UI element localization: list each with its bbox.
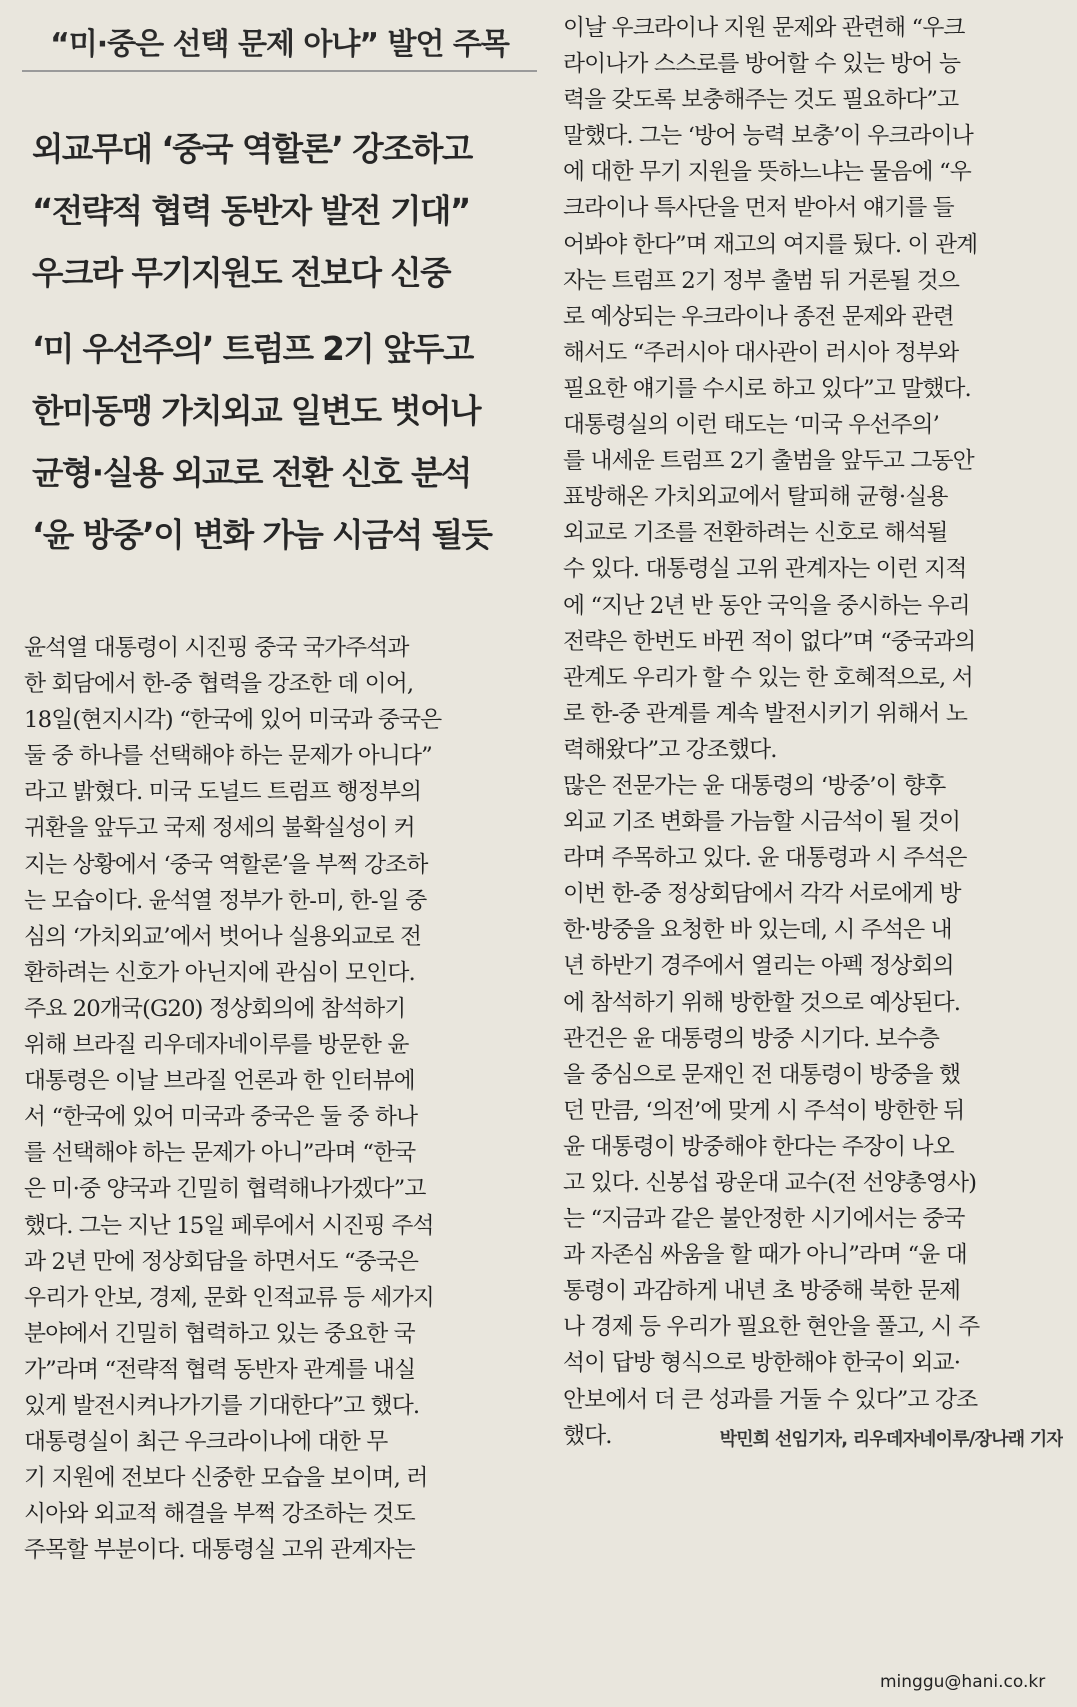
subhead-line: “전략적 협력 동반자 발전 기대” (32, 192, 470, 230)
body-line: 주목할 부분이다. 대통령실 고위 관계자는 (24, 1537, 415, 1564)
body-line: 필요한 얘기를 수시로 하고 있다”고 말했다. (563, 375, 971, 402)
body-line: 외교 기조 변화를 가늠할 시금석이 될 것이 (563, 809, 961, 836)
body-line: 수 있다. 대통령실 고위 관계자는 이런 지적 (563, 556, 967, 583)
body-line: 대통령은 이날 브라질 언론과 한 인터뷰에 (24, 1068, 415, 1095)
body-line: 에 대한 무기 지원을 뜻하느냐는 물음에 “우 (563, 159, 971, 186)
subhead-block-1 (32, 118, 532, 304)
body-line: 과 자존심 싸움을 할 때가 아니”라며 “윤 대 (563, 1242, 967, 1269)
byline: 박민희 선임기자, 리우데자네이루/장나래 기자 (719, 1428, 1063, 1450)
body-line: 석이 답방 형식으로 방한해야 한국이 외교· (563, 1350, 961, 1377)
body-line: 로 예상되는 우크라이나 종전 문제와 관련 (563, 303, 954, 330)
body-line: 18일(현지시각) “한국에 있어 미국과 중국은 (24, 707, 442, 734)
body-line: 를 내세운 트럼프 2기 출범을 앞두고 그동안 (563, 448, 974, 475)
kicker: “미·중은 선택 문제 아냐” 발언 주목 (50, 27, 509, 62)
body-line: 시아와 외교적 해결을 부쩍 강조하는 것도 (24, 1501, 415, 1528)
body-line: 에 “지난 2년 반 동안 국익을 중시하는 우리 (563, 592, 970, 619)
body-line: 관건은 윤 대통령의 방중 시기다. 보수층 (563, 1025, 940, 1052)
body-line: 윤 대통령이 방중해야 한다는 주장이 나오 (563, 1133, 954, 1160)
body-line: 던 만큼, ‘의전’에 맞게 시 주석이 방한한 뒤 (563, 1097, 965, 1124)
body-line: 한·방중을 요청한 바 있는데, 시 주석은 내 (563, 917, 952, 944)
body-line: 많은 전문가는 윤 대통령의 ‘방중’이 향후 (563, 772, 946, 799)
body-line: 과 2년 만에 정상회담을 하면서도 “중국은 (24, 1248, 419, 1275)
body-line: 자는 트럼프 2기 정부 출범 뒤 거론될 것으 (563, 267, 959, 294)
body-column-right (563, 10, 1063, 1454)
body-line: 로 한-중 관계를 계속 발전시키기 위해서 노 (563, 700, 967, 727)
body-line: 했다. 그는 지난 15일 페루에서 시진핑 주석 (24, 1212, 434, 1239)
body-line: 윤석열 대통령이 시진핑 중국 국가주석과 (24, 635, 409, 661)
body-line: 지는 상황에서 ‘중국 역할론’을 부쩍 강조하 (24, 851, 428, 878)
body-line: 관계도 우리가 할 수 있는 한 호혜적으로, 서 (563, 664, 973, 691)
body-line: 대통령실이 최근 우크라이나에 대한 무 (24, 1429, 388, 1456)
subhead-line: 한미동맹 가치외교 일변도 벗어나 (32, 392, 480, 430)
closing-row (563, 1418, 1063, 1454)
body-line: 말했다. 그는 ‘방어 능력 보충’이 우크라이나 (563, 123, 973, 150)
body-line: 를 선택해야 하는 문제가 아니”라며 “한국 (24, 1140, 416, 1167)
body-line: 해서도 “주러시아 대사관이 러시아 정부와 (563, 339, 959, 366)
body-line: 라이나가 스스로를 방어할 수 있는 방어 능 (563, 51, 961, 78)
body-line: 했다. (563, 1422, 612, 1449)
subhead-block-2 (32, 318, 532, 566)
body-line: 크라이나 특사단을 먼저 받아서 얘기를 들 (563, 195, 954, 222)
kicker-bar (22, 12, 537, 72)
body-line: 년 하반기 경주에서 열리는 아펙 정상회의 (563, 953, 954, 980)
body-line: 분야에서 긴밀히 협력하고 있는 중요한 국 (24, 1320, 415, 1347)
body-line: 환하려는 신호가 아닌지에 관심이 모인다. (24, 959, 415, 986)
body-line: 전략은 한번도 바뀐 적이 없다”며 “중국과의 (563, 628, 976, 655)
body-line: 표방해온 가치외교에서 탈피해 균형·실용 (563, 484, 948, 511)
body-line: 에 참석하기 위해 방한할 것으로 예상된다. (563, 989, 961, 1016)
body-line: 는 “지금과 같은 불안정한 시기에서는 중국 (563, 1206, 965, 1233)
body-line: 을 중심으로 문재인 전 대통령이 방중을 했 (563, 1061, 961, 1088)
body-line: 력해왔다”고 강조했다. (563, 736, 777, 763)
body-line: 기 지원에 전보다 신중한 모습을 보이며, 러 (24, 1465, 428, 1492)
body-line: 위해 브라질 리우데자네이루를 방문한 윤 (24, 1032, 409, 1059)
reporter-email: minggu@hani.co.kr (880, 1672, 1046, 1692)
body-line: 둘 중 하나를 선택해야 하는 문제가 아니다” (24, 743, 432, 770)
body-line: 라고 밝혔다. 미국 도널드 트럼프 행정부의 (24, 779, 422, 806)
body-line: 주요 20개국(G20) 정상회의에 참석하기 (24, 995, 406, 1022)
body-line: 한 회담에서 한-중 협력을 강조한 데 이어, (24, 671, 414, 698)
subhead-line: 균형·실용 외교로 전환 신호 분석 (32, 454, 471, 492)
body-line: 은 미·중 양국과 긴밀히 협력해나가겠다”고 (24, 1176, 426, 1203)
body-line: 외교로 기조를 전환하려는 신호로 해석될 (563, 520, 948, 547)
subhead-line: 우크라 무기지원도 전보다 신중 (32, 254, 451, 292)
subhead-line: ‘윤 방중’이 변화 가늠 시금석 될듯 (32, 516, 492, 554)
body-line: 가”라며 “전략적 협력 동반자 관계를 내실 (24, 1356, 416, 1383)
body-line: 우리가 안보, 경제, 문화 인적교류 등 세가지 (24, 1284, 434, 1311)
body-line: 력을 갖도록 보충해주는 것도 필요하다”고 (563, 87, 959, 114)
body-line: 대통령실의 이런 태도는 ‘미국 우선주의’ (563, 412, 940, 439)
subhead-line: ‘미 우선주의’ 트럼프 2기 앞두고 (32, 330, 473, 368)
body-line: 어봐야 한다”며 재고의 여지를 뒀다. 이 관계 (563, 231, 978, 258)
body-line: 고 있다. 신봉섭 광운대 교수(전 선양총영사) (563, 1170, 977, 1196)
body-line: 서 “한국에 있어 미국과 중국은 둘 중 하나 (24, 1104, 418, 1131)
body-line: 있게 발전시켜나가기를 기대한다”고 했다. (24, 1392, 420, 1419)
body-line: 통령이 과감하게 내년 초 방중해 북한 문제 (563, 1278, 961, 1305)
body-line: 심의 ‘가치외교’에서 벗어나 실용외교로 전 (24, 923, 422, 950)
subhead-line: 외교무대 ‘중국 역할론’ 강조하고 (32, 130, 472, 168)
body-line: 이번 한-중 정상회담에서 각각 서로에게 방 (563, 881, 961, 908)
body-column-left (24, 630, 524, 1568)
body-line: 라며 주목하고 있다. 윤 대통령과 시 주석은 (563, 845, 967, 872)
body-line: 안보에서 더 큰 성과를 거둘 수 있다”고 강조 (563, 1386, 978, 1413)
body-line: 이날 우크라이나 지원 문제와 관련해 “우크 (563, 15, 965, 41)
body-line: 는 모습이다. 윤석열 정부가 한-미, 한-일 중 (24, 887, 427, 914)
body-line: 귀환을 앞두고 국제 정세의 불확실성이 커 (24, 815, 415, 842)
body-line: 나 경제 등 우리가 필요한 현안을 풀고, 시 주 (563, 1314, 980, 1341)
